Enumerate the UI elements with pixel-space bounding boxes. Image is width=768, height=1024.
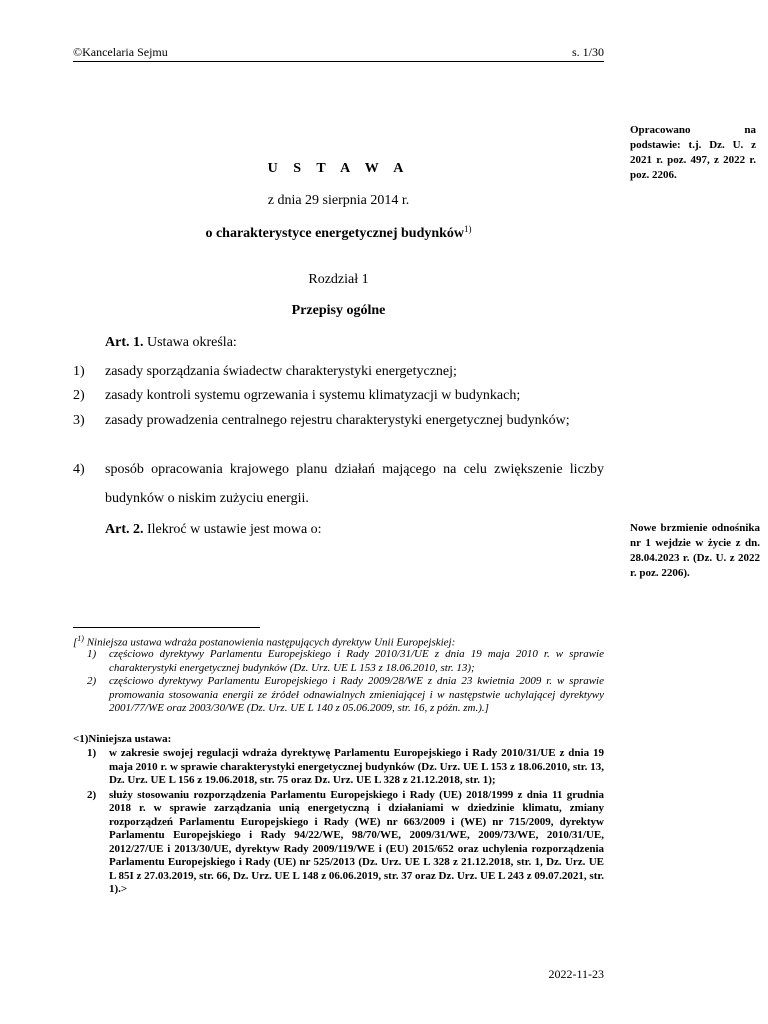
footnote-item-text: częściowo dyrektywy Parlamentu Europejskiego i Rady 2009/28/WE z dnia 23 kwietnia 2009 r. w sprawie promowania stosowania energii ze źródeł odnawialnych zmieniającej i w następstwie uchylającej dyrektywy 2001/77/WE oraz 2003/30/WE (Dz. Urz. UE L 140 z 05.06.2009, str. 16, z późn. zm.).]: [109, 675, 604, 714]
footnote-item-number: 1): [87, 747, 97, 759]
article-1-intro: Ustawa określa:: [143, 335, 237, 350]
list-item: [73, 455, 604, 513]
article-2-heading: [105, 522, 322, 538]
footnote-divider: [73, 627, 260, 628]
footnote-item: [73, 789, 604, 897]
list-item-number: 4): [73, 462, 85, 477]
footnote-old-heading-text: Niniejsza ustawa wdraża postanowienia następujących dyrektyw Unii Europejskiej:: [83, 636, 456, 649]
side-note-amendment: Nowe brzmienie odnośnika nr 1 wejdzie w życie z dn. 28.04.2023 r. (Dz. U. z 2022 r. poz. 2206).: [630, 522, 760, 579]
footnote-item-number: 1): [87, 648, 97, 660]
act-date: z dnia 29 sierpnia 2014 r.: [267, 193, 410, 208]
chapter-title: Przepisy ogólne: [291, 303, 386, 318]
footnote-item: [73, 675, 604, 716]
chapter-number: Rozdział 1: [308, 272, 369, 287]
page-header: [73, 43, 604, 62]
act-subject-text: o charakterystyce energetycznej budynków: [205, 226, 465, 241]
footnote-item-text: częściowo dyrektywy Parlamentu Europejskiego i Rady 2010/31/UE z dnia 19 maja 2010 r. w sprawie charakterystyki energetycznej budynków (Dz. Urz. UE L 153 z 18.06.2010, str. 13);: [109, 648, 604, 674]
footnote-item-number: 2): [87, 788, 97, 801]
list-item-text: zasady kontroli systemu ogrzewania i systemu klimatyzacji w budynkach;: [105, 388, 521, 403]
footnote-item-text: w zakresie swojej regulacji wdraża dyrektywę Parlamentu Europejskiego i Rady 2010/31/UE z dnia 19 maja 2010 r. w sprawie charakterystyki energetycznej budynków (Dz. Urz. UE L 153 z 18.06.2010, str. 13, Dz. Urz. UE L 156 z 19.06.2018, str. 75 oraz Dz. Urz. UE L 328 z 21.12.2018, str. 1);: [109, 747, 604, 786]
act-type-title: U S T A W A: [267, 161, 410, 176]
page-number: s. 1/30: [571, 45, 604, 59]
list-item-number: 1): [73, 364, 85, 379]
list-item-number: 2): [73, 388, 85, 403]
article-1-label: Art. 1.: [105, 335, 144, 350]
article-2-intro: Ilekroć w ustawie jest mowa o:: [143, 522, 322, 537]
footnote-ref[interactable]: 1): [464, 224, 472, 234]
footnote-item-text: służy stosowaniu rozporządzenia Parlamentu Europejskiego i Rady (UE) 2018/1999 z dnia 11 grudnia 2018 r. w sprawie zarządzania unią energetyczną i działaniami w dziedzinie klimatu, zmiany rozporządzeń Parlamentu Europejskiego i Rady (WE) nr 663/2009 i (WE) nr 715/2009, dyrektyw Parlamentu Europejskiego i Rady 94/22/WE, 98/70/WE, 2009/31/WE, 2009/73/WE, 2010/31/UE, 2012/27/UE i 2013/30/UE, dyrektyw Rady 2009/119/WE i (EU) 2015/652 oraz uchylenia rozporządzenia Parlamentu Europejskiego i Rady (UE) nr 525/2013 (Dz. Urz. UE L 328 z 21.12.2018, str. 1, Dz. Urz. UE L 85I z 27.03.2019, str. 66, Dz. Urz. UE L 148 z 06.06.2019, str. 37 oraz Dz. Urz. UE L 243 z 09.07.2021, str. 1).>: [109, 788, 604, 895]
footnote-new-list: [73, 747, 604, 898]
footnote-bracket-open: [: [73, 636, 78, 649]
list-item-number: 3): [73, 413, 85, 428]
list-item: [73, 406, 604, 435]
footnote-new-heading: <1)Niniejsza ustawa:: [73, 733, 172, 745]
footnote-item-number: 2): [87, 675, 97, 687]
footnote-item: [73, 648, 604, 675]
footnote-old-list: [73, 648, 604, 716]
article-1-heading: [105, 335, 237, 351]
list-item-text: zasady sporządzania świadectw charakterystyki energetycznej;: [105, 364, 457, 379]
article-2-label: Art. 2.: [105, 522, 144, 537]
footnote-mark: 1): [77, 634, 84, 643]
list-item-text: sposób opracowania krajowego planu działań mającego na celu zwiększenie liczby budynków o niskim zużyciu energii.: [105, 462, 604, 506]
header-publisher: ©Kancelaria Sejmu: [73, 45, 168, 59]
act-subject: [73, 224, 604, 242]
footnote-item: [73, 747, 604, 788]
document-date: 2022-11-23: [548, 967, 604, 981]
side-note-source: Opracowano na podstawie: t.j. Dz. U. z 2021 r. poz. 497, z 2022 r. poz. 2206.: [630, 124, 756, 181]
list-item-text: zasady prowadzenia centralnego rejestru charakterystyki energetycznej budynków;: [105, 413, 570, 428]
